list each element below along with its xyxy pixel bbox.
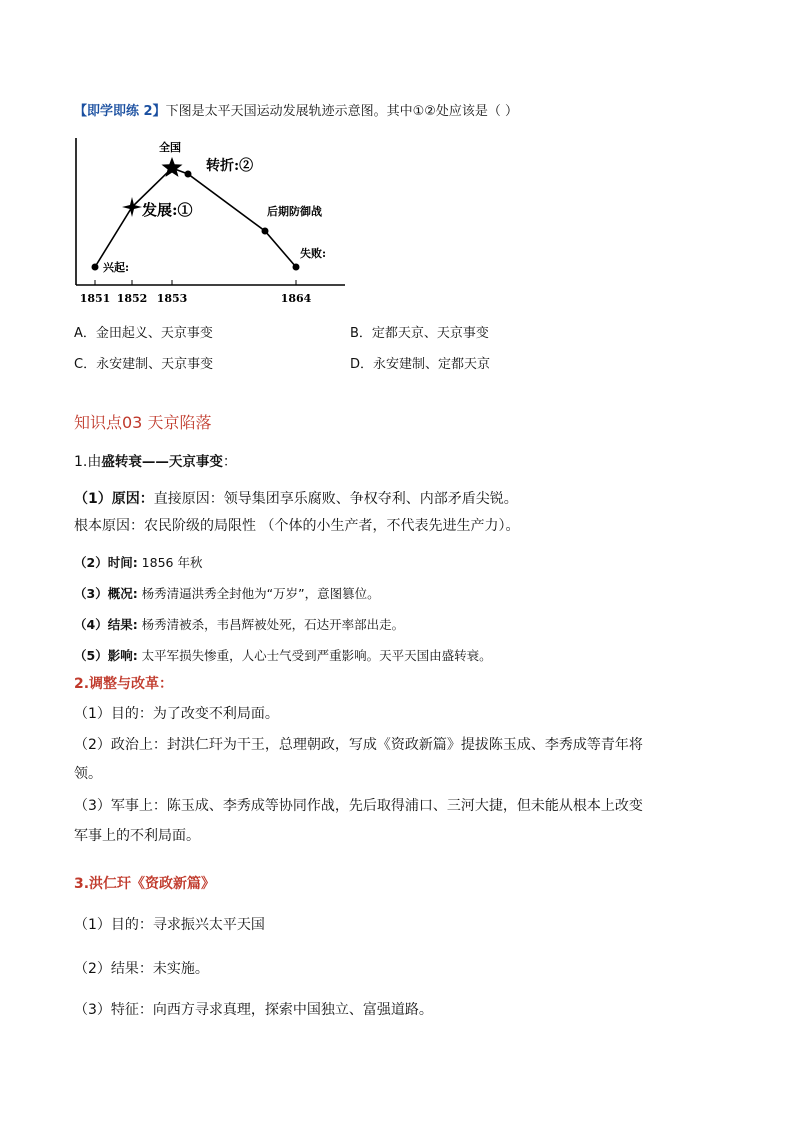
option-d[interactable]: D．永安建制、定都天京 [350,357,491,372]
option-b[interactable]: B．定都天京、天京事变 [350,326,489,341]
overview-label: （3）概况: [74,586,138,601]
question-stem [74,100,518,119]
item3-title: 3.洪仁玕《资政新篇》 [74,876,216,892]
item3-feature: （3）特征：向西方寻求真理，探索中国独立、富强道路。 [74,1002,433,1018]
point-label: 失败: [300,247,327,260]
x-tick-label-1852: 1852 [116,292,148,305]
section-title: 知识点03 天京陷落 [74,413,212,432]
point-label: 兴起: [103,261,130,274]
point-marker [92,264,99,271]
item2-military-a: （3）军事上：陈玉成、李秀成等协同作战，先后取得浦口、三河大捷，但未能从根本上改变 [74,798,643,814]
item2-military-b: 军事上的不利局面。 [74,828,200,844]
x-tick-label-1853: 1853 [156,292,188,305]
item2-political-a: （2）政治上：封洪仁玕为干王，总理朝政，写成《资政新篇》提拔陈玉成、李秀成等青年将 [74,737,643,753]
result-label: （4）结果: [74,617,138,632]
item3-purpose: （1）目的：寻求振兴太平天国 [74,917,265,933]
point-marker [185,171,192,178]
result-line [74,615,404,633]
cause-label: （1）原因： [74,491,154,507]
question-text: 下图是太平天国运动发展轨迹示意图。其中①②处应该是（ ） [165,104,519,119]
cause-text: 直接原因：领导集团享乐腐败、争权夺利、内部矛盾尖锐。 [153,491,518,507]
item3-result: （2）结果：未实施。 [74,961,209,977]
point-label: 后期防御战 [267,205,322,218]
question-tag: 【即学即练 2】 [74,104,166,119]
peak-star-icon [162,157,183,177]
item1-title [74,450,237,471]
impact-line [74,646,492,664]
time-line [74,553,202,571]
cause-line [74,488,518,508]
item2-title: 2.调整与改革： [74,676,174,692]
overview-line [74,584,380,602]
item1-title-suffix: ： [222,454,237,470]
time-label: （2）时间: [74,555,138,570]
overview-text: 杨秀清逼洪秀全封他为“万岁”，意图篡位。 [137,586,380,601]
point-marker [262,228,269,235]
trajectory-chart [70,130,360,310]
option-c[interactable]: C．永安建制、天京事变 [74,357,214,372]
point-label: 发展:① [142,201,193,219]
item2-purpose: （1）目的：为了改变不利局面。 [74,706,279,722]
cause-root: 根本原因：农民阶级的局限性 （个体的小生产者，不代表先进生产力）。 [74,518,520,534]
x-tick-label-1864: 1864 [280,292,312,305]
impact-label: （5）影响: [74,648,138,663]
result-text: 杨秀清被杀，韦昌辉被处死，石达开率部出走。 [137,617,405,632]
x-tick-label-1851: 1851 [79,292,111,305]
impact-text: 太平军损失惨重，人心士气受到严重影响。天平天国由盛转衰。 [137,648,492,663]
point-label: 全国 [159,141,181,154]
item2-political-b: 领。 [74,766,102,782]
item1-title-prefix: 1.由 [74,454,102,470]
trajectory-line [95,168,296,267]
time-text: 1856 年秋 [137,555,203,570]
item1-title-bold: 盛转衰——天京事变 [101,454,223,470]
point-label: 转折:② [206,158,254,174]
point-marker [293,264,300,271]
option-a[interactable]: A．金田起义、天京事变 [74,326,213,341]
